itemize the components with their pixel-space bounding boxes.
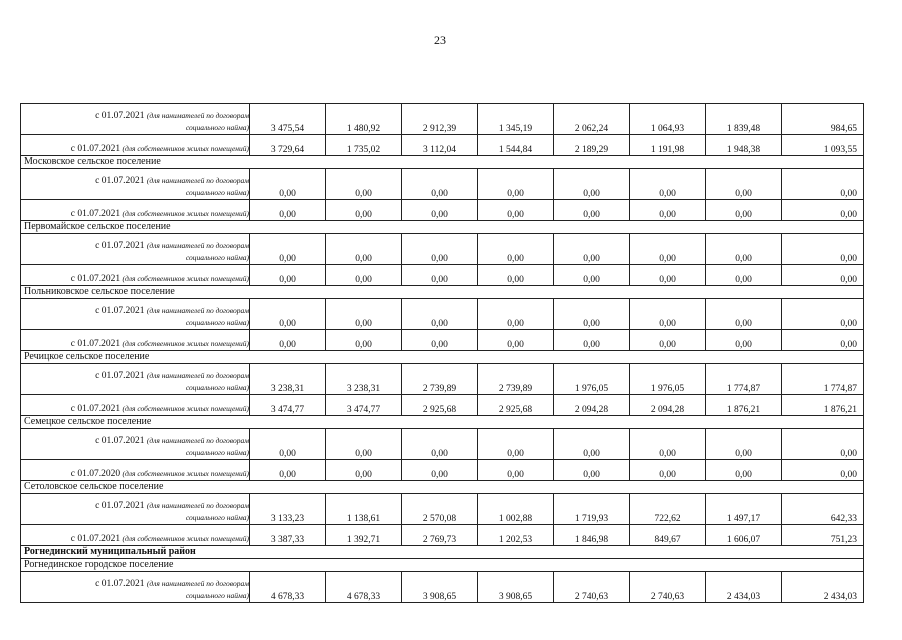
value-cell: 0,00 <box>554 429 630 460</box>
value-cell: 0,00 <box>250 299 326 330</box>
value-cell: 2 739,89 <box>478 364 554 395</box>
value-cell: 2 925,68 <box>402 395 478 416</box>
value-cell: 0,00 <box>402 169 478 200</box>
value-cell: 1 191,98 <box>630 135 706 156</box>
value-cell: 0,00 <box>478 330 554 351</box>
value-cell: 0,00 <box>630 460 706 481</box>
tariff-table <box>20 103 864 603</box>
value-cell: 0,00 <box>782 200 864 221</box>
row-note-cont: социального найма) <box>185 513 249 522</box>
value-cell: 3 133,23 <box>250 494 326 525</box>
value-cell: 0,00 <box>478 265 554 286</box>
value-cell: 0,00 <box>554 265 630 286</box>
value-cell: 849,67 <box>630 525 706 546</box>
value-cell: 1 846,98 <box>554 525 630 546</box>
row-label <box>21 429 250 460</box>
value-cell: 1 093,55 <box>782 135 864 156</box>
section-row <box>21 351 864 364</box>
table-row <box>21 525 864 546</box>
row-note-cont: социального найма) <box>185 448 249 457</box>
row-label <box>21 494 250 525</box>
row-date: с 01.07.2021 <box>95 241 145 251</box>
value-cell: 3 474,77 <box>326 395 402 416</box>
value-cell: 1 002,88 <box>478 494 554 525</box>
value-cell: 0,00 <box>782 429 864 460</box>
section-row <box>21 546 864 559</box>
table-row <box>21 330 864 351</box>
section-row <box>21 481 864 494</box>
value-cell: 984,65 <box>782 104 864 135</box>
row-date: с 01.07.2021 <box>70 274 121 284</box>
table-row <box>21 395 864 416</box>
value-cell: 4 678,33 <box>326 572 402 603</box>
row-date: с 01.07.2021 <box>95 111 145 121</box>
value-cell: 1 876,21 <box>782 395 864 416</box>
value-cell: 2 570,08 <box>402 494 478 525</box>
table-row <box>21 460 864 481</box>
value-cell: 0,00 <box>554 200 630 221</box>
value-cell: 0,00 <box>402 299 478 330</box>
row-label <box>21 135 250 156</box>
value-cell: 0,00 <box>478 234 554 265</box>
row-note: (для собственников жилых помещений) <box>122 404 249 413</box>
value-cell: 0,00 <box>630 234 706 265</box>
value-cell: 3 112,04 <box>402 135 478 156</box>
value-cell: 0,00 <box>250 169 326 200</box>
row-note-cont: социального найма) <box>185 123 249 132</box>
table-row <box>21 494 864 525</box>
section-row <box>21 416 864 429</box>
value-cell: 2 062,24 <box>554 104 630 135</box>
value-cell: 0,00 <box>630 169 706 200</box>
value-cell: 0,00 <box>706 460 782 481</box>
value-cell: 642,33 <box>782 494 864 525</box>
value-cell: 1 735,02 <box>326 135 402 156</box>
value-cell: 1 774,87 <box>706 364 782 395</box>
value-cell: 1 976,05 <box>554 364 630 395</box>
value-cell: 0,00 <box>478 169 554 200</box>
value-cell: 0,00 <box>782 460 864 481</box>
row-label <box>21 234 250 265</box>
value-cell: 2 739,89 <box>402 364 478 395</box>
value-cell: 1 202,53 <box>478 525 554 546</box>
value-cell: 0,00 <box>250 429 326 460</box>
table-row <box>21 265 864 286</box>
row-label <box>21 364 250 395</box>
table-row <box>21 169 864 200</box>
row-date: с 01.07.2021 <box>70 339 121 349</box>
value-cell: 0,00 <box>630 200 706 221</box>
value-cell: 0,00 <box>402 460 478 481</box>
row-date: с 01.07.2021 <box>70 534 121 544</box>
value-cell: 0,00 <box>706 234 782 265</box>
row-note: (для нанимателей по договорам <box>146 371 249 380</box>
value-cell: 0,00 <box>630 429 706 460</box>
value-cell: 3 238,31 <box>326 364 402 395</box>
value-cell: 722,62 <box>630 494 706 525</box>
value-cell: 0,00 <box>706 265 782 286</box>
row-note-cont: социального найма) <box>185 188 249 197</box>
value-cell: 0,00 <box>782 234 864 265</box>
row-date: с 01.07.2021 <box>95 501 145 511</box>
value-cell: 0,00 <box>250 330 326 351</box>
section-title: Польниковское сельское поселение <box>21 286 864 299</box>
table-row <box>21 234 864 265</box>
table-row <box>21 135 864 156</box>
row-label <box>21 395 250 416</box>
value-cell: 1 876,21 <box>706 395 782 416</box>
value-cell: 0,00 <box>478 299 554 330</box>
value-cell: 0,00 <box>478 200 554 221</box>
row-date: с 01.07.2021 <box>95 176 145 186</box>
value-cell: 0,00 <box>326 299 402 330</box>
value-cell: 1 064,93 <box>630 104 706 135</box>
row-note: (для нанимателей по договорам <box>146 176 249 185</box>
value-cell: 0,00 <box>554 330 630 351</box>
row-note: (для нанимателей по договорам <box>146 579 249 588</box>
value-cell: 1 138,61 <box>326 494 402 525</box>
value-cell: 0,00 <box>326 460 402 481</box>
row-note: (для нанимателей по договорам <box>146 111 249 120</box>
section-row <box>21 221 864 234</box>
row-date: с 01.07.2021 <box>70 144 121 154</box>
value-cell: 4 678,33 <box>250 572 326 603</box>
value-cell: 0,00 <box>250 265 326 286</box>
section-title: Сетоловское сельское поселение <box>21 481 864 494</box>
row-date: с 01.07.2021 <box>70 209 121 219</box>
value-cell: 0,00 <box>478 460 554 481</box>
value-cell: 0,00 <box>554 169 630 200</box>
section-title: Рогнединский муниципальный район <box>21 546 864 559</box>
value-cell: 0,00 <box>402 330 478 351</box>
value-cell: 2 925,68 <box>478 395 554 416</box>
section-row <box>21 156 864 169</box>
value-cell: 0,00 <box>326 234 402 265</box>
section-title: Первомайское сельское поселение <box>21 221 864 234</box>
row-note-cont: социального найма) <box>185 318 249 327</box>
value-cell: 2 740,63 <box>554 572 630 603</box>
value-cell: 3 729,64 <box>250 135 326 156</box>
value-cell: 3 908,65 <box>402 572 478 603</box>
row-note: (для собственников жилых помещений) <box>122 339 249 348</box>
value-cell: 2 094,28 <box>554 395 630 416</box>
table-row <box>21 200 864 221</box>
value-cell: 1 976,05 <box>630 364 706 395</box>
value-cell: 0,00 <box>326 200 402 221</box>
row-note: (для собственников жилых помещений) <box>122 469 249 478</box>
value-cell: 2 769,73 <box>402 525 478 546</box>
page-number: 23 <box>434 33 446 47</box>
row-label <box>21 104 250 135</box>
value-cell: 0,00 <box>554 460 630 481</box>
value-cell: 0,00 <box>402 234 478 265</box>
row-note: (для собственников жилых помещений) <box>122 274 249 283</box>
row-label <box>21 169 250 200</box>
section-row <box>21 286 864 299</box>
value-cell: 0,00 <box>326 330 402 351</box>
table-row <box>21 364 864 395</box>
value-cell: 0,00 <box>782 265 864 286</box>
row-note: (для нанимателей по договорам <box>146 501 249 510</box>
table-row <box>21 572 864 603</box>
row-note: (для нанимателей по договорам <box>146 306 249 315</box>
row-note: (для собственников жилых помещений) <box>122 144 249 153</box>
tariff-table-body <box>21 104 864 603</box>
row-label <box>21 330 250 351</box>
row-date: с 01.07.2021 <box>95 436 145 446</box>
value-cell: 0,00 <box>326 169 402 200</box>
value-cell: 1 497,17 <box>706 494 782 525</box>
value-cell: 0,00 <box>630 265 706 286</box>
row-label <box>21 525 250 546</box>
value-cell: 1 719,93 <box>554 494 630 525</box>
row-label <box>21 200 250 221</box>
value-cell: 3 387,33 <box>250 525 326 546</box>
row-note-cont: социального найма) <box>185 383 249 392</box>
value-cell: 0,00 <box>554 299 630 330</box>
value-cell: 0,00 <box>250 234 326 265</box>
value-cell: 0,00 <box>402 265 478 286</box>
table-row <box>21 429 864 460</box>
row-note: (для нанимателей по договорам <box>146 241 249 250</box>
value-cell: 2 740,63 <box>630 572 706 603</box>
value-cell: 0,00 <box>706 299 782 330</box>
row-note-cont: социального найма) <box>185 253 249 262</box>
value-cell: 1 544,84 <box>478 135 554 156</box>
row-date: с 01.07.2020 <box>70 469 121 479</box>
value-cell: 1 606,07 <box>706 525 782 546</box>
row-label <box>21 265 250 286</box>
value-cell: 0,00 <box>250 200 326 221</box>
value-cell: 0,00 <box>326 265 402 286</box>
value-cell: 0,00 <box>478 429 554 460</box>
value-cell: 0,00 <box>782 330 864 351</box>
value-cell: 3 908,65 <box>478 572 554 603</box>
value-cell: 2 912,39 <box>402 104 478 135</box>
value-cell: 2 434,03 <box>782 572 864 603</box>
row-date: с 01.07.2021 <box>95 306 145 316</box>
value-cell: 0,00 <box>630 299 706 330</box>
value-cell: 1 345,19 <box>478 104 554 135</box>
row-date: с 01.07.2021 <box>70 404 121 414</box>
row-note: (для нанимателей по договорам <box>146 436 249 445</box>
value-cell: 3 475,54 <box>250 104 326 135</box>
value-cell: 0,00 <box>782 169 864 200</box>
value-cell: 1 948,38 <box>706 135 782 156</box>
section-title: Семецкое сельское поселение <box>21 416 864 429</box>
value-cell: 0,00 <box>706 200 782 221</box>
value-cell: 0,00 <box>782 299 864 330</box>
section-title: Рогнединское городское поселение <box>21 559 864 572</box>
value-cell: 2 189,29 <box>554 135 630 156</box>
value-cell: 1 392,71 <box>326 525 402 546</box>
table-row <box>21 299 864 330</box>
row-label <box>21 572 250 603</box>
value-cell: 0,00 <box>706 330 782 351</box>
value-cell: 0,00 <box>326 429 402 460</box>
value-cell: 0,00 <box>706 169 782 200</box>
value-cell: 1 774,87 <box>782 364 864 395</box>
value-cell: 0,00 <box>250 460 326 481</box>
row-date: с 01.07.2021 <box>95 371 145 381</box>
value-cell: 0,00 <box>554 234 630 265</box>
row-note-cont: социального найма) <box>185 591 249 600</box>
section-title: Речицкое сельское поселение <box>21 351 864 364</box>
value-cell: 0,00 <box>402 429 478 460</box>
row-date: с 01.07.2021 <box>95 579 145 589</box>
value-cell: 0,00 <box>706 429 782 460</box>
value-cell: 1 839,48 <box>706 104 782 135</box>
section-title: Московское сельское поселение <box>21 156 864 169</box>
row-note: (для собственников жилых помещений) <box>122 534 249 543</box>
row-label <box>21 299 250 330</box>
value-cell: 751,23 <box>782 525 864 546</box>
value-cell: 1 480,92 <box>326 104 402 135</box>
value-cell: 3 474,77 <box>250 395 326 416</box>
value-cell: 2 434,03 <box>706 572 782 603</box>
value-cell: 0,00 <box>630 330 706 351</box>
table-row <box>21 104 864 135</box>
row-label <box>21 460 250 481</box>
value-cell: 0,00 <box>402 200 478 221</box>
value-cell: 3 238,31 <box>250 364 326 395</box>
section-row <box>21 559 864 572</box>
value-cell: 2 094,28 <box>630 395 706 416</box>
row-note: (для собственников жилых помещений) <box>122 209 249 218</box>
